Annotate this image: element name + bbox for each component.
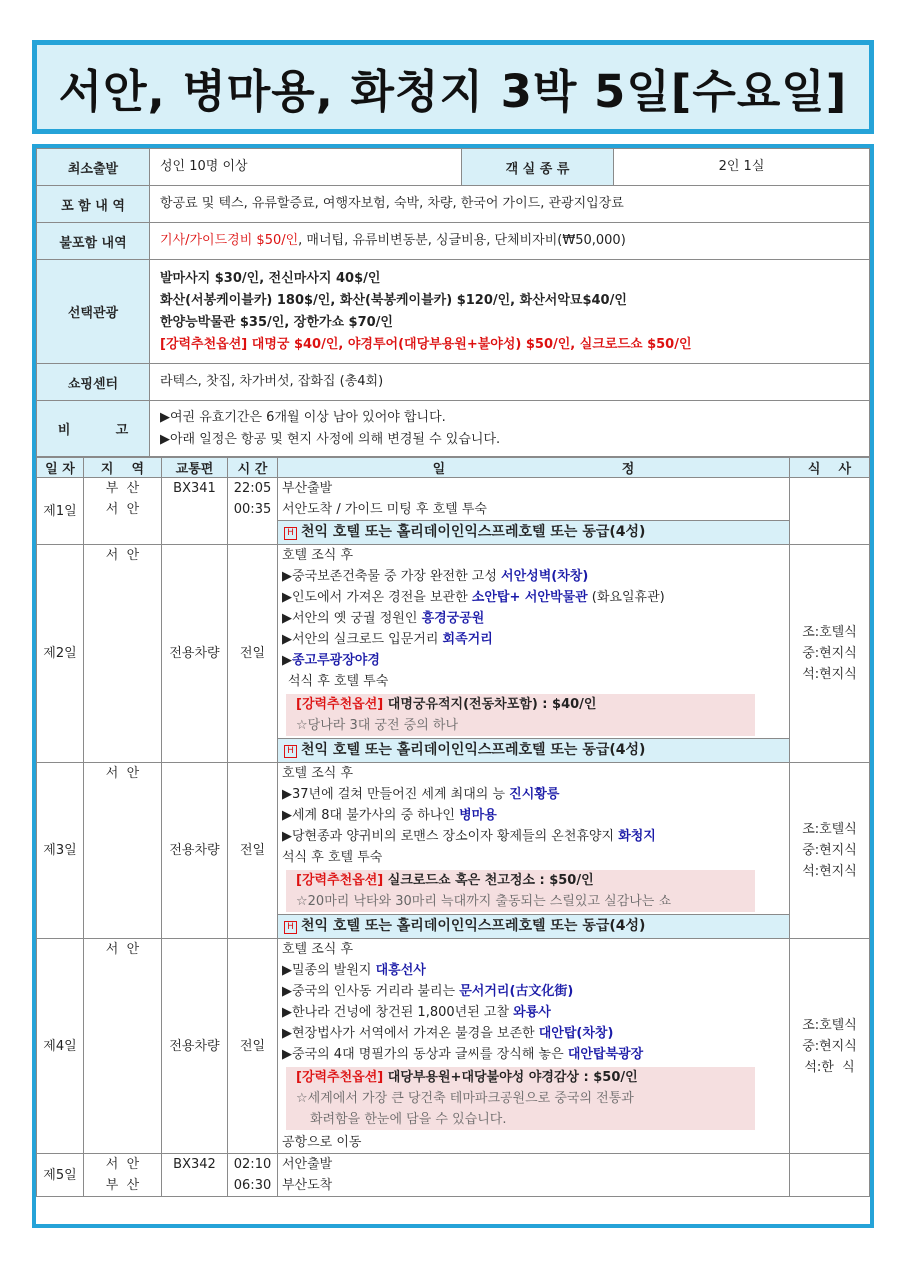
hotel-h-icon: H: [284, 527, 297, 540]
option-text: 대명궁유적지(전동차포함) : $40/인: [383, 697, 597, 712]
day-row: [37, 1154, 870, 1197]
itinerary-cell: [278, 939, 790, 1154]
min-depart-value: 성인 10명 이상: [150, 149, 462, 186]
optional-value: [150, 260, 870, 364]
itinerary-line: ▶종고루광장야경: [282, 653, 380, 668]
excluded-value: [150, 223, 870, 260]
itinerary-line: ▶밀종의 발원지 대흥선사: [282, 963, 426, 978]
day-label: 제4일: [37, 939, 84, 1154]
meal-cell: [790, 763, 870, 939]
sight-name: 화청지: [618, 829, 656, 844]
hotel-text: 천익 호텔 또는 홀리데이인익스프레호텔 또는 동급(4성): [301, 742, 646, 758]
option-box: [286, 694, 755, 736]
transport-cell: BX342: [162, 1154, 228, 1197]
meal-cell: [790, 545, 870, 763]
itinerary-line: ▶37년에 걸쳐 만들어진 세계 최대의 능 진시황릉: [282, 787, 560, 802]
itinerary-line: 호텔 조식 후: [282, 766, 354, 781]
region-cell: [84, 1154, 162, 1197]
time-text: 02:10: [233, 1157, 272, 1172]
itinerary-line: 공항으로 이동: [282, 1135, 362, 1150]
page-title: 서안, 병마용, 화청지 3박 5일[수요일]: [58, 64, 848, 118]
hotel-h-icon: H: [284, 745, 297, 758]
time-text: 06:30: [233, 1178, 272, 1193]
day-label: 제5일: [37, 1154, 84, 1197]
room-value: 2인 1실: [614, 149, 870, 186]
region-text: 부 산: [105, 481, 140, 496]
itinerary-line: ▶서안의 실크로드 입문거리 회족거리: [282, 632, 493, 647]
optional-recommend: [강력추천옵션] 대명궁 $40/인, 야경투어(대당부용원+불야성) $50/인, 실크로드쇼 $50/인: [160, 336, 692, 352]
sight-name: 병마용: [459, 808, 497, 823]
day-row: [37, 545, 870, 763]
optional-line: 발마사지 $30/인, 전신마사지 40$/인: [160, 270, 381, 286]
option-box: [286, 870, 755, 912]
sight-name: 문서거리(古文化街): [459, 984, 574, 999]
itinerary-line: 호텔 조식 후: [282, 548, 354, 563]
itinerary-line: ▶서안의 옛 궁궐 정원인 흥경궁공원: [282, 611, 485, 626]
itinerary-line: ▶세계 8대 불가사의 중 하나인 병마용: [282, 808, 497, 823]
itinerary-line: 서안도착 / 가이드 미팅 후 호텔 투숙: [282, 502, 487, 517]
sight-name: 서안성벽(차창): [501, 569, 589, 584]
option-note: ☆20마리 낙타와 30마리 늑대까지 출동되는 스릴있고 실감나는 쇼: [296, 894, 672, 909]
sight-name: 흥경궁공원: [421, 611, 485, 626]
itinerary-cell: [278, 1154, 790, 1197]
hotel-text: 천익 호텔 또는 홀리데이인익스프레호텔 또는 동급(4성): [301, 918, 646, 934]
itinerary-line: 부산출발: [282, 481, 333, 496]
day-label: 제2일: [37, 545, 84, 763]
day-label: 제1일: [37, 478, 84, 545]
time-cell: [228, 1154, 278, 1197]
region-text: 서 안: [84, 545, 162, 763]
day-row: [37, 478, 870, 545]
sight-name: 대흥선사: [375, 963, 426, 978]
meal-dinner: 석:한 식: [804, 1059, 855, 1075]
itinerary-cell: [278, 763, 790, 939]
header-region: 지 역: [84, 458, 162, 478]
shopping-label: 쇼핑센터: [37, 364, 150, 401]
itinerary-line: ▶당현종과 양귀비의 로맨스 장소이자 황제들의 온천휴양지 화청지: [282, 829, 656, 844]
itinerary-line: 석식 후 호텔 투숙: [288, 674, 389, 689]
itinerary-line: ▶중국보존건축물 중 가장 완전한 고성 서안성벽(차창): [282, 569, 589, 584]
sight-name: 진시황릉: [509, 787, 560, 802]
sight-name: 대안탑북광장: [567, 1047, 644, 1062]
option-note: 화려함을 한눈에 담을 수 있습니다.: [310, 1112, 507, 1127]
hotel-h-icon: H: [284, 921, 297, 934]
hotel-line: [278, 520, 789, 544]
itinerary-line: ▶한나라 건넝에 창건된 1,800년된 고찰 와룡사: [282, 1005, 551, 1020]
title-banner: [32, 40, 874, 134]
transport-cell: 전용차량: [162, 939, 228, 1154]
day-row: [37, 939, 870, 1154]
excluded-guide-fee: 기사/가이드경비 $50/인: [160, 233, 299, 248]
note-line: ▶아래 일정은 항공 및 현지 사정에 의해 변경될 수 있습니다.: [160, 431, 501, 447]
itinerary-line: ▶인도에서 가져온 경전을 보관한 소안탑+ 서안박물관 (화요일휴관): [282, 590, 665, 605]
notes-label: 비 고: [37, 401, 150, 457]
itinerary-line: 서안출발: [282, 1157, 333, 1172]
region-text: 서 안: [84, 763, 162, 939]
time-text: 00:35: [233, 502, 272, 517]
region-text: 서 안: [105, 1157, 140, 1172]
info-table: [36, 148, 870, 457]
included-value: 항공료 및 텍스, 유류할증료, 여행자보험, 숙박, 차량, 한국어 가이드, 관광지입장료: [150, 186, 870, 223]
itinerary-line: 석식 후 호텔 투숙: [282, 850, 383, 865]
option-box: [286, 1067, 755, 1130]
time-cell: 전일: [228, 545, 278, 763]
itinerary-line: 부산도착: [282, 1178, 333, 1193]
min-depart-label: 최소출발: [37, 149, 150, 186]
optional-line: 한양능박물관 $35/인, 장한가쇼 $70/인: [160, 314, 393, 330]
transport-cell: 전용차량: [162, 763, 228, 939]
meal-lunch: 중:현지식: [802, 1038, 857, 1054]
excluded-rest: , 매너팁, 유류비변동분, 싱글비용, 단체비자비(₩50,000): [298, 233, 626, 248]
meal-dinner: 석:현지식: [802, 667, 857, 682]
meal-cell: [790, 478, 870, 545]
day-label: 제3일: [37, 763, 84, 939]
option-tag: [강력추천옵션]: [296, 697, 384, 712]
hotel-text: 천익 호텔 또는 홀리데이인익스프레호텔 또는 동급(4성): [301, 524, 646, 540]
room-label: 객 실 종 류: [462, 149, 614, 186]
time-text: 22:05: [233, 481, 272, 496]
transport-cell: 전용차량: [162, 545, 228, 763]
time-cell: 전일: [228, 939, 278, 1154]
meal-dinner: 석:현지식: [802, 864, 857, 879]
hotel-line: [278, 914, 789, 938]
option-note: ☆당나라 3대 궁전 중의 하나: [296, 718, 459, 733]
transport-cell: BX341: [162, 478, 228, 545]
time-cell: [228, 478, 278, 545]
excluded-label: 불포함 내역: [37, 223, 150, 260]
day-row: [37, 763, 870, 939]
sight-name: 회족거리: [442, 632, 493, 647]
meal-cell: [790, 939, 870, 1154]
option-text: 대당부용원+대당불야성 야경감상 : $50/인: [383, 1070, 638, 1085]
itinerary-cell: [278, 545, 790, 763]
header-time: 시 간: [228, 458, 278, 478]
option-note: ☆세계에서 가장 큰 당건축 테마파크공원으로 중국의 전통과: [296, 1091, 634, 1106]
meal-lunch: 중:현지식: [802, 843, 857, 858]
optional-label: 선택관광: [37, 260, 150, 364]
region-text: 서 안: [84, 939, 162, 1154]
region-cell: [84, 478, 162, 545]
itinerary-cell: [278, 478, 790, 545]
meal-breakfast: 조:호텔식: [802, 625, 857, 640]
notes-value: [150, 401, 870, 457]
sight-name: 종고루광장야경: [292, 653, 380, 668]
sight-name: 와룡사: [513, 1005, 551, 1020]
included-label: 포 함 내 역: [37, 186, 150, 223]
itinerary-line: 호텔 조식 후: [282, 942, 354, 957]
option-tag: [강력추천옵션]: [296, 873, 384, 888]
meal-lunch: 중:현지식: [802, 646, 857, 661]
note-line: ▶여권 유효기간은 6개월 이상 남아 있어야 합니다.: [160, 409, 446, 425]
region-text: 부 산: [105, 1178, 140, 1193]
hotel-line: [278, 738, 789, 762]
header-meals: 식 사: [790, 458, 870, 478]
sight-name: 대안탑(차창): [538, 1026, 614, 1041]
region-text: 서 안: [105, 502, 140, 517]
itinerary-line: ▶중국의 4대 명필가의 동상과 글씨를 장식해 놓은 대안탑북광장: [282, 1047, 644, 1062]
meal-breakfast: 조:호텔식: [802, 822, 857, 837]
itinerary-line: ▶중국의 인사동 거리라 불리는 문서거리(古文化街): [282, 984, 574, 999]
shopping-value: 라텍스, 찻집, 차가버섯, 잡화집 (총4회): [150, 364, 870, 401]
meal-breakfast: 조:호텔식: [802, 1017, 857, 1033]
meal-cell: [790, 1154, 870, 1197]
header-itinerary: 일 정: [278, 458, 790, 478]
option-text: 실크로드쇼 혹은 천고정소 : $50/인: [383, 873, 594, 888]
tour-document: [32, 144, 874, 1228]
time-cell: 전일: [228, 763, 278, 939]
schedule-table: [36, 457, 870, 1197]
header-day: 일 자: [37, 458, 84, 478]
option-tag: [강력추천옵션]: [296, 1070, 384, 1085]
itinerary-line: ▶현장법사가 서역에서 가져온 불경을 보존한 대안탑(차창): [282, 1026, 614, 1041]
optional-line: 화산(서봉케이블카) 180$/인, 화산(북봉케이블카) $120/인, 화산서악묘$40/인: [160, 292, 627, 308]
sight-name: 소안탑+ 서안박물관: [471, 590, 588, 605]
header-transport: 교통편: [162, 458, 228, 478]
